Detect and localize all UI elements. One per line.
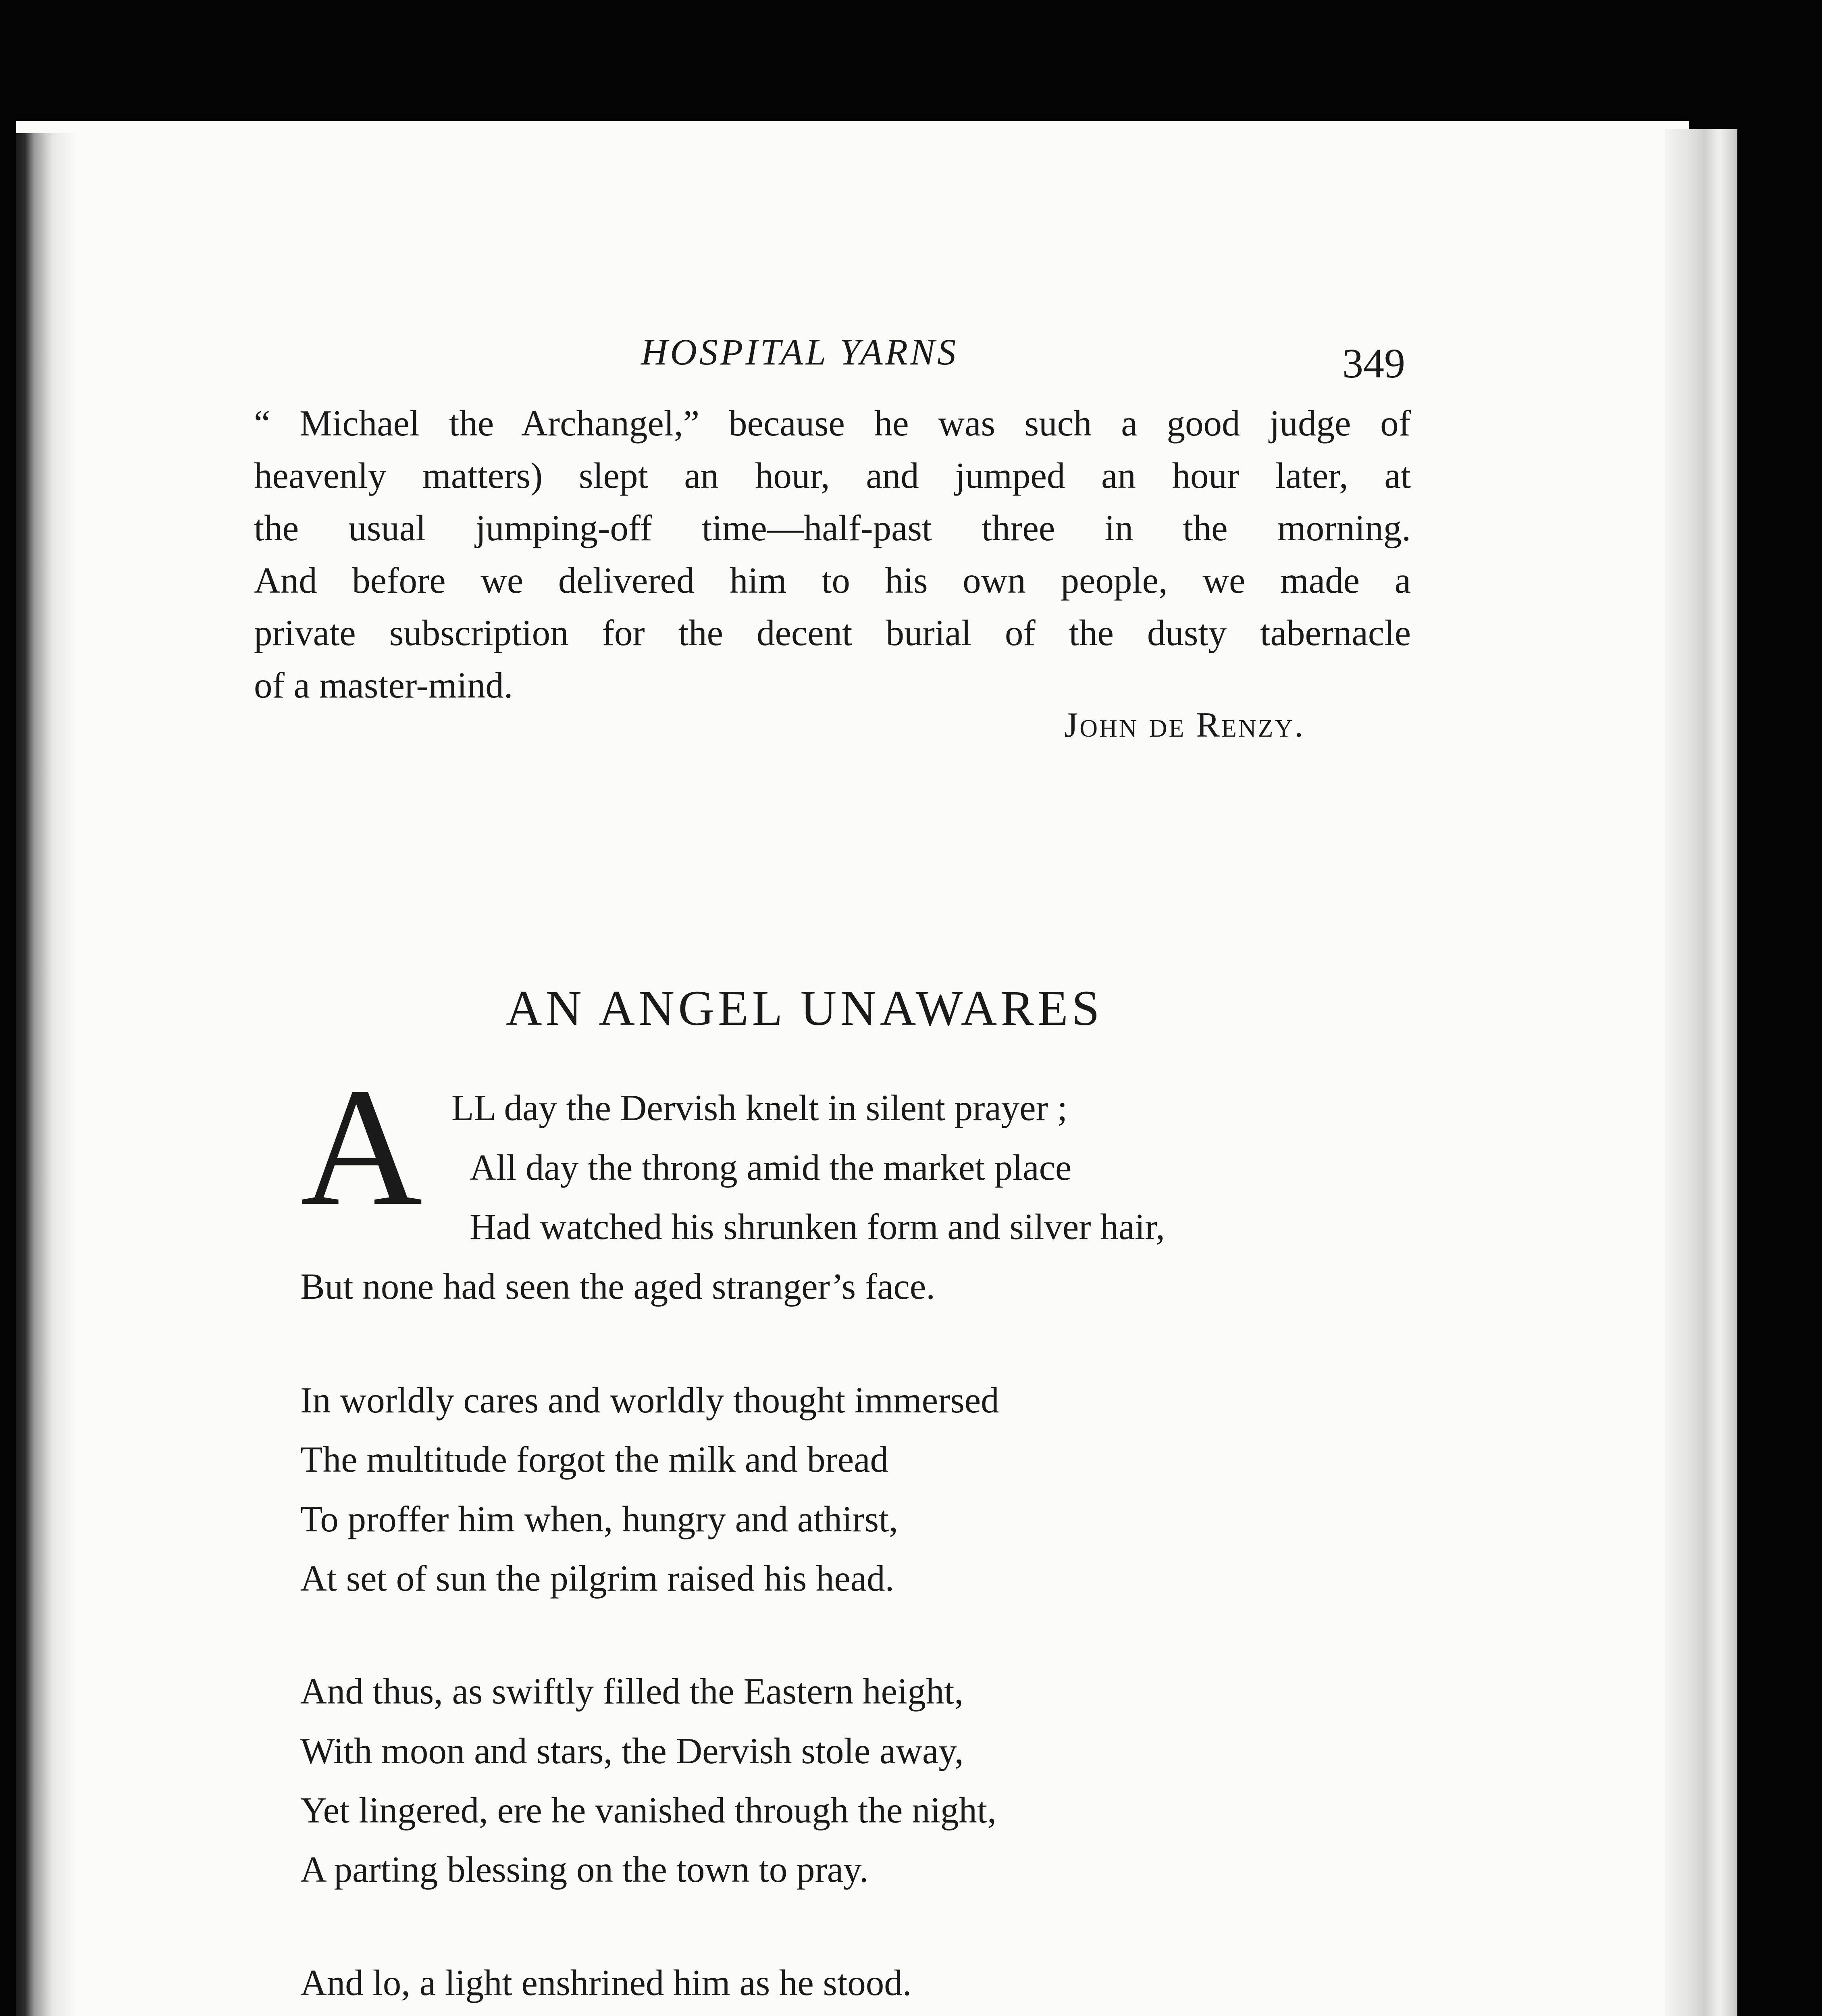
poem-line: The multitude forgot the milk and bread <box>300 1439 889 1480</box>
poem-line: LL day the Dervish knelt in silent prayer ; <box>451 1087 1068 1128</box>
page-gutter-shadow <box>16 133 77 2016</box>
prose-paragraph <box>254 397 1411 712</box>
prose-line: heavenly matters) slept an hour, and jumped an hour later, at <box>254 455 1411 496</box>
page-fore-edge <box>1665 129 1737 2016</box>
poem-line: And lo, a light enshrined him as he stood. <box>300 1962 912 2003</box>
poem-line: Had watched his shrunken form and silver hair, <box>470 1206 1165 1247</box>
running-head-title: HOSPITAL YARNS <box>641 331 959 373</box>
poem-line: At set of sun the pilgrim raised his head. <box>300 1558 894 1599</box>
poem-line: And thus, as swiftly filled the Eastern height, <box>300 1671 964 1712</box>
prose-line: the usual jumping-off time—half-past three in the morning. <box>254 508 1411 548</box>
prose-line: “ Michael the Archangel,” because he was such a good judge of <box>254 403 1411 444</box>
prose-line: of a master-mind. <box>254 665 513 706</box>
prose-author-signature: John de Renzy. <box>1064 706 1305 745</box>
poem-line: In worldly cares and worldly thought immersed <box>300 1380 999 1420</box>
prose-line: And before we delivered him to his own people, we made a <box>254 560 1411 601</box>
poem-line: But none had seen the aged stranger’s face. <box>300 1266 936 1307</box>
page-number: 349 <box>1342 340 1405 387</box>
poem-line: With moon and stars, the Dervish stole away, <box>300 1731 964 1771</box>
prose-line: private subscription for the decent burial of the dusty tabernacle <box>254 612 1411 653</box>
poem-drop-cap: A <box>300 1053 423 1241</box>
poem-line: Yet lingered, ere he vanished through the night, <box>300 1790 996 1831</box>
poem-line: To proffer him when, hungry and athirst, <box>300 1499 899 1539</box>
poem-title: AN ANGEL UNAWARES <box>506 981 1103 1036</box>
poem-line: A parting blessing on the town to pray. <box>300 1849 869 1890</box>
poem-line: All day the throng amid the market place <box>470 1147 1072 1188</box>
